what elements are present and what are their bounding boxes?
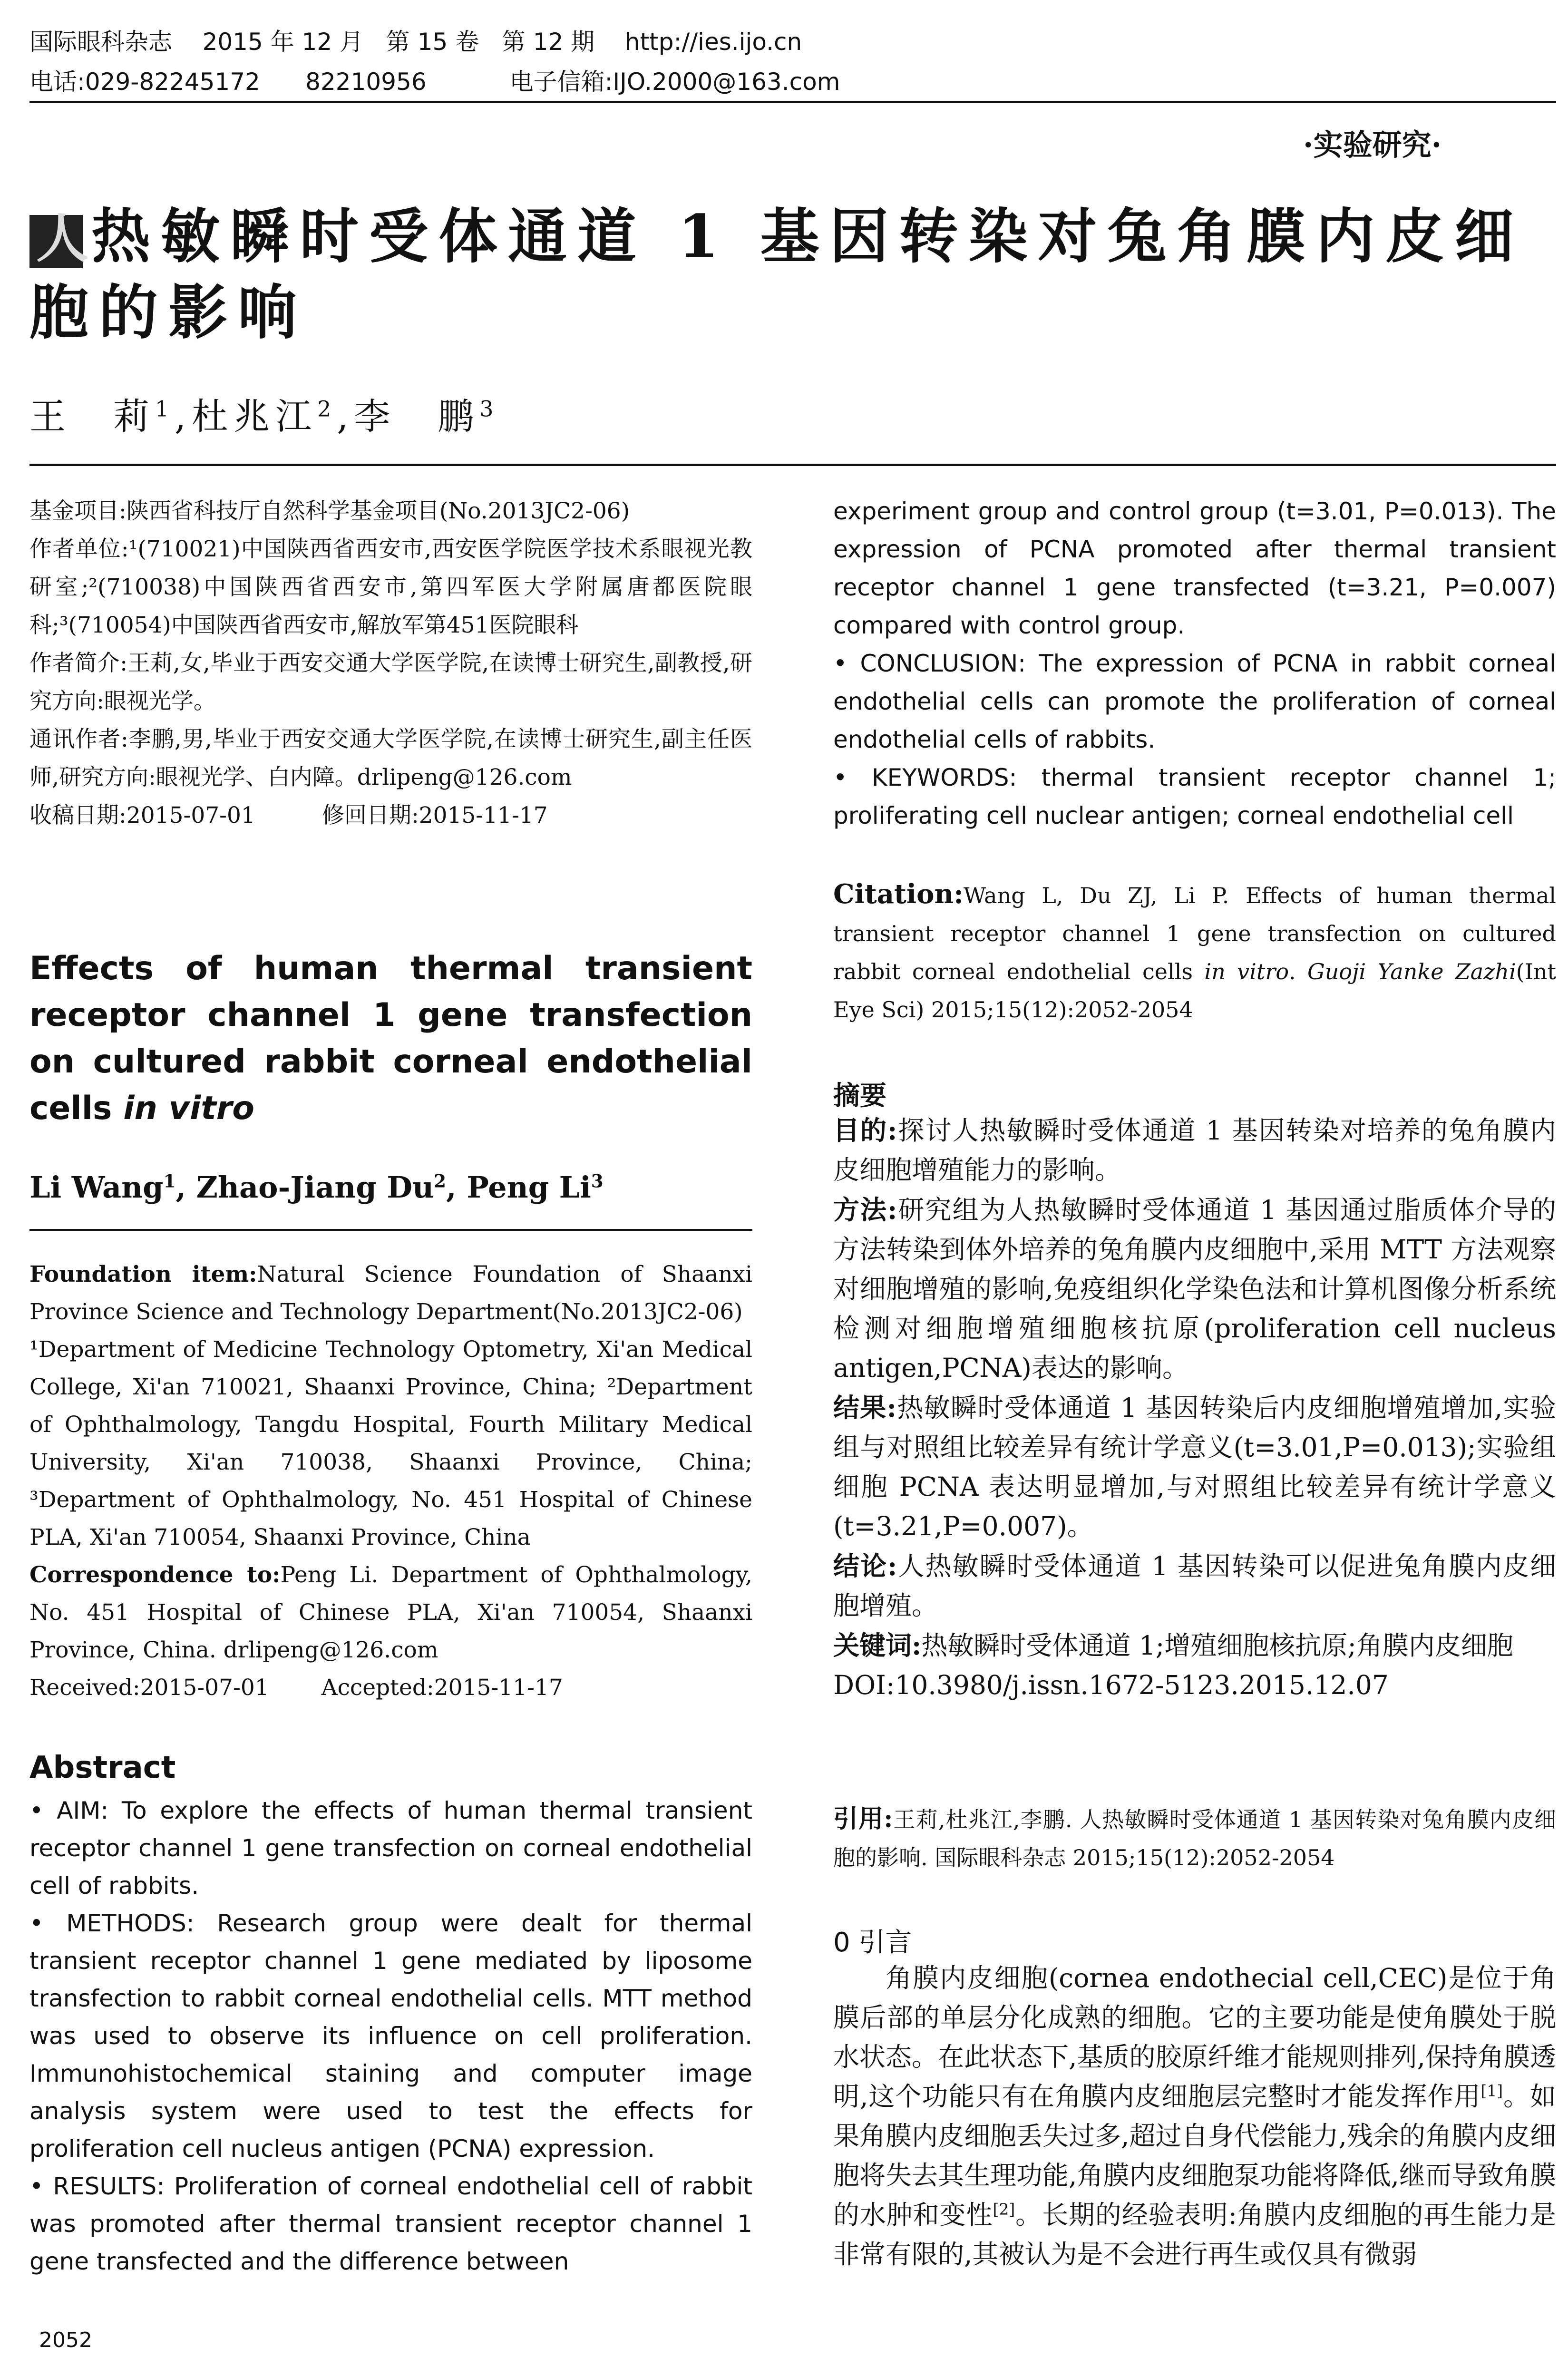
- abstract-en-left: [29, 1792, 752, 2280]
- correspondence-cn: 通讯作者:李鹏,男,毕业于西安交通大学医学院,在读博士研究生,副主任医师,研究方向:眼视光学、白内障。drlipeng@126.com: [29, 726, 752, 790]
- intro-heading: 0 引言: [833, 1927, 912, 1958]
- abstract-cn-aim: 目的:探讨人热敏瞬时受体通道 1 基因转染对培养的兔角膜内皮细胞增殖能力的影响。: [833, 1115, 1556, 1185]
- abstract-cn-heading: 摘要: [833, 1080, 886, 1111]
- abstract-cn-methods: 方法:研究组为人热敏瞬时受体通道 1 基因通过脂质体介导的方法转染到体外培养的兔角膜内皮细胞中,采用 MTT 方法观察对细胞增殖的影响,免疫组织化学染色法和计算机图像分析系统检测对细胞增殖细胞核抗原(proliferation cell nucleus antigen,PCNA)表达的影响。: [833, 1194, 1556, 1383]
- journal-header-line2: 电话:029-82245172 82210956 电子信箱:IJO.2000@163.com: [29, 68, 840, 96]
- section-label: ·实验研究·: [1303, 127, 1442, 162]
- author-intro-cn: 作者简介:王莉,女,毕业于西安交通大学医学院,在读博士研究生,副教授,研究方向:眼视光学。: [29, 650, 752, 714]
- abstract-cn-conclusion: 结论:人热敏瞬时受体通道 1 基因转染可以促进兔角膜内皮细胞增殖。: [833, 1550, 1556, 1621]
- abstract-cn-results: 结果:热敏瞬时受体通道 1 基因转染后内皮细胞增殖增加,实验组与对照组比较差异有统计学意义(t=3.01,P=0.013);实验组细胞 PCNA 表达明显增加,与对照组比较差异有统计学意义(t=3.21,P=0.007)。: [833, 1392, 1556, 1541]
- abstract-methods: • METHODS: Research group were dealt for thermal transient receptor channel 1 gene mediated by liposome transfection to rabbit corneal endothelial cells. MTT method was used to observe its influence on cell proliferation. Immunohistochemical staining and computer image analysis system were used to test the effects for proliferation cell nucleus antigen (PCNA) expression.: [29, 1909, 752, 2163]
- abstract-aim: • AIM: To explore the effects of human thermal transient receptor channel 1 gene transfection on corneal endothelial cell of rabbits.: [29, 1797, 752, 1900]
- citation-en: Citation:Wang L, Du ZJ, Li P. Effects of human thermal transient receptor channel 1 gene transfection on cultured rabbit corneal endothelial cells in vitro. Guoji Yanke Zazhi(Int Eye Sci) 2015;15(12):2052-2054: [833, 878, 1557, 1023]
- left-info-en: [29, 1256, 752, 1706]
- abstract-results: • RESULTS: Proliferation of corneal endothelial cell of rabbit was promoted after thermal transient receptor channel 1 gene transfected and the difference between: [29, 2172, 752, 2275]
- abstract-cn: [833, 1111, 1556, 1705]
- person-logo-icon: 人: [29, 215, 83, 268]
- abstract-cn-keywords: 关键词:热敏瞬时受体通道 1;增殖细胞核抗原;角膜内皮细胞: [833, 1630, 1513, 1661]
- abstract-results-cont: experiment group and control group (t=3.01, P=0.013). The expression of PCNA promoted after thermal transient receptor channel 1 gene transfected (t=3.21, P=0.007) compared with control group.: [833, 497, 1556, 639]
- affiliation-cn: 作者单位:¹(710021)中国陕西省西安市,西安医学院医学技术系眼视光教研室;²(710038)中国陕西省西安市,第四军医大学附属唐都医院眼科;³(710054)中国陕西省西安市,解放军第451医院眼科: [29, 536, 752, 638]
- dates-en: Received:2015-07-01 Accepted:2015-11-17: [29, 1675, 563, 1701]
- abstract-en-heading: Abstract: [29, 1750, 176, 1785]
- foundation-cn: 基金项目:陕西省科技厅自然科学基金项目(No.2013JC2-06): [29, 498, 630, 524]
- header-rule: [29, 101, 1556, 103]
- correspondence-en: Correspondence to:Peng Li. Department of Ophthalmology, No. 451 Hospital of Chinese PLA, Xi'an 710054, Shaanxi Province, China. drlipeng@126.com: [29, 1562, 752, 1663]
- authors-rule: [29, 464, 1556, 466]
- abstract-keywords: • KEYWORDS: thermal transient receptor channel 1; proliferating cell nuclear antigen; corneal endothelial cell: [833, 764, 1556, 829]
- title-en: Effects of human thermal transient receptor channel 1 gene transfection on cultured rabbit corneal endothelial cells in vitro: [29, 950, 752, 1127]
- affiliation-en: ¹Department of Medicine Technology Optometry, Xi'an Medical College, Xi'an 710021, Shaanxi Province, China; ²Department of Ophthalmology, Tangdu Hospital, Fourth Military Medical University, Xi'an 710038, Shaanxi Province, China; ³Department of Ophthalmology, No. 451 Hospital of Chinese PLA, Xi'an 710054, Shaanxi Province, China: [29, 1336, 752, 1550]
- authors-cn: 王 莉$^1$,杜兆江$^2$,李 鹏$^3$: [29, 395, 499, 438]
- journal-header-line1: 国际眼科杂志 2015 年 12 月 第 15 卷 第 12 期 http://ies.ijo.cn: [29, 28, 802, 56]
- dates-cn: 收稿日期:2015-07-01 修回日期:2015-11-17: [29, 802, 548, 828]
- doi: DOI:10.3980/j.issn.1672-5123.2015.12.07: [833, 1670, 1389, 1700]
- authors-en-rule: [29, 1229, 752, 1231]
- intro-text: 角膜内皮细胞(cornea endothecial cell,CEC)是位于角膜后部的单层分化成熟的细胞。它的主要功能是使角膜处于脱水状态。在此状态下,基质的胶原纤维才能规则排列,保持角膜透明,这个功能只有在角膜内皮细胞层完整时才能发挥作用[1]。如果角膜内皮细胞丢失过多,超过自身代偿能力,残余的角膜内皮细胞将失去其生理功能,角膜内皮细胞泵功能将降低,继而导致角膜的水肿和变性[2]。长期的经验表明:角膜内皮细胞的再生能力是非常有限的,其被认为是不会进行再生或仅具有微弱: [833, 1963, 1556, 2270]
- title-cn: 人 热敏瞬时受体通道 1 基因转染对兔角膜内皮细胞的影响: [29, 202, 1524, 347]
- abstract-en-right: [833, 492, 1556, 835]
- left-info-cn: [29, 492, 752, 835]
- authors-en: Li Wang$^1$, Zhao-Jiang Du$^2$, Peng Li$^3$: [29, 1170, 604, 1205]
- foundation-en: Foundation item:Natural Science Foundation of Shaanxi Province Science and Technology Department(No.2013JC2-06): [29, 1261, 752, 1325]
- page-number: 2052: [39, 2328, 92, 2352]
- citation-cn: 引用:王莉,杜兆江,李鹏. 人热敏瞬时受体通道 1 基因转染对兔角膜内皮细胞的影响. 国际眼科杂志 2015;15(12):2052-2054: [833, 1804, 1556, 1870]
- abstract-conclusion: • CONCLUSION: The expression of PCNA in rabbit corneal endothelial cells can promote the proliferation of corneal endothelial cells of rabbits.: [833, 650, 1556, 753]
